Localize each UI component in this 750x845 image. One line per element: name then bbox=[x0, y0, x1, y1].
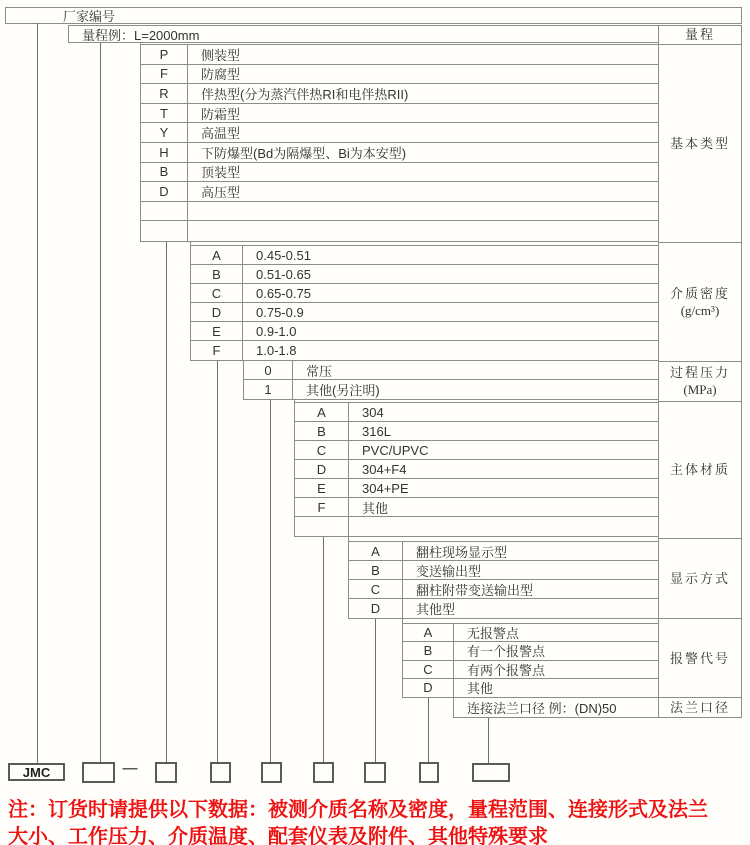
code-cell: C bbox=[403, 661, 454, 678]
desc-cell: 304+PE bbox=[362, 480, 409, 496]
code-cell bbox=[141, 221, 188, 241]
table-row bbox=[141, 45, 658, 65]
table-row bbox=[349, 599, 658, 618]
desc-cell: 有两个报警点 bbox=[467, 662, 546, 678]
table-row bbox=[141, 104, 658, 124]
connector-line-range bbox=[100, 43, 101, 763]
desc-cell: 1.0-1.8 bbox=[256, 343, 297, 358]
table-row bbox=[295, 498, 658, 517]
code-cell: F bbox=[295, 498, 349, 516]
code-cell: A bbox=[403, 624, 454, 641]
table-row bbox=[403, 661, 658, 679]
table-row bbox=[141, 163, 658, 183]
desc-cell: 其他型 bbox=[416, 602, 456, 617]
display-mode-table bbox=[348, 541, 658, 619]
table-row bbox=[191, 303, 658, 322]
connector-line-factory bbox=[37, 23, 38, 763]
code-cell: D bbox=[403, 679, 454, 697]
label-cell-process-pressure: 过程压力 (MPa) bbox=[659, 361, 741, 401]
table-row bbox=[191, 341, 658, 360]
desc-cell: 下防爆型(Bd为隔爆型、Bi为本安型) bbox=[201, 145, 407, 161]
table-joint-line bbox=[348, 536, 349, 542]
table-row bbox=[141, 65, 658, 85]
table-row bbox=[403, 624, 658, 642]
order-note bbox=[8, 797, 748, 845]
desc-cell: 防腐型 bbox=[201, 67, 241, 83]
code-cell: 1 bbox=[244, 380, 293, 399]
code-cell: F bbox=[191, 341, 243, 360]
table-row bbox=[349, 580, 658, 599]
desc-cell: 316L bbox=[362, 423, 391, 439]
desc-cell: 0.45-0.51 bbox=[256, 247, 311, 263]
table-row bbox=[295, 441, 658, 460]
code-cell: E bbox=[295, 479, 349, 497]
code-cell: H bbox=[141, 143, 188, 162]
connector-line-pressure bbox=[270, 400, 271, 763]
table-row bbox=[244, 380, 658, 399]
table-row bbox=[295, 460, 658, 479]
table-joint-line bbox=[190, 242, 191, 246]
desc-cell: 高温型 bbox=[201, 126, 241, 142]
desc-cell: 304 bbox=[362, 404, 384, 420]
desc-cell: 有一个报警点 bbox=[467, 644, 546, 660]
factory-code-label: 厂家编号 bbox=[63, 9, 116, 24]
connector-line-basic-type bbox=[166, 242, 167, 763]
table-row bbox=[244, 361, 658, 380]
model-code-box-density bbox=[210, 762, 231, 783]
factory-code-row bbox=[5, 7, 742, 24]
connector-line-alarm bbox=[428, 698, 429, 763]
label-cell-alarm-code: 报警代号 bbox=[659, 618, 741, 697]
label-cell-flange-size: 法兰口径 bbox=[659, 697, 741, 717]
label-cell-medium-density: 介质密度 (g/cm³) bbox=[659, 242, 741, 361]
table-row bbox=[191, 265, 658, 284]
code-cell: A bbox=[295, 403, 349, 421]
model-code-box-display bbox=[364, 762, 386, 783]
code-cell: D bbox=[349, 599, 403, 618]
table-row bbox=[403, 679, 658, 697]
table-joint-line bbox=[402, 618, 403, 624]
code-cell: B bbox=[403, 642, 454, 659]
desc-cell: 其他 bbox=[467, 681, 494, 697]
label-cell-body-material: 主体材质 bbox=[659, 401, 741, 538]
table-row bbox=[141, 143, 658, 163]
table-row bbox=[349, 561, 658, 580]
connector-line-flange bbox=[488, 718, 489, 763]
range-example-label: 量程例：L=2000mm bbox=[82, 27, 200, 43]
flange-size-row bbox=[453, 698, 658, 718]
code-cell: B bbox=[349, 561, 403, 579]
model-prefix-box: JMC bbox=[8, 763, 65, 781]
desc-cell bbox=[349, 517, 658, 536]
desc-cell: 伴热型(分为蒸汽伴热RI和电伴热RII) bbox=[201, 86, 409, 102]
table-row bbox=[403, 642, 658, 660]
desc-cell: 顶装型 bbox=[201, 165, 241, 181]
table-row bbox=[141, 84, 658, 104]
code-cell: B bbox=[141, 163, 188, 182]
code-cell: C bbox=[295, 441, 349, 459]
code-cell: A bbox=[191, 246, 243, 264]
table-joint-line bbox=[140, 42, 141, 46]
model-code-box-pressure bbox=[261, 762, 282, 783]
desc-cell: PVC/UPVC bbox=[362, 442, 429, 458]
code-cell: B bbox=[191, 265, 243, 283]
table-row bbox=[295, 517, 658, 536]
table-row bbox=[295, 403, 658, 422]
medium-density-table bbox=[190, 245, 658, 361]
desc-cell: 侧装型 bbox=[201, 47, 241, 63]
category-label-column bbox=[658, 25, 742, 718]
desc-cell: 翻柱附带变送输出型 bbox=[416, 582, 534, 598]
desc-cell: 常压 bbox=[306, 363, 333, 379]
code-cell: D bbox=[141, 182, 188, 201]
table-row bbox=[295, 479, 658, 498]
basic-type-table bbox=[140, 44, 658, 242]
code-cell: 0 bbox=[244, 361, 293, 379]
desc-cell: 0.51-0.65 bbox=[256, 266, 311, 282]
desc-cell: 304+F4 bbox=[362, 461, 407, 477]
desc-cell bbox=[188, 202, 658, 221]
desc-cell bbox=[188, 221, 658, 241]
alarm-code-table bbox=[402, 623, 658, 698]
table-row bbox=[191, 322, 658, 341]
range-example-row bbox=[68, 25, 658, 43]
code-cell: R bbox=[141, 84, 188, 103]
process-pressure-table bbox=[243, 361, 658, 400]
code-cell: A bbox=[349, 542, 403, 560]
model-code-box-alarm bbox=[419, 762, 439, 783]
model-code-box-basic bbox=[155, 762, 177, 783]
table-row bbox=[141, 202, 658, 222]
label-cell-display-mode: 显示方式 bbox=[659, 538, 741, 619]
code-cell: D bbox=[191, 303, 243, 321]
code-cell: Y bbox=[141, 123, 188, 142]
body-material-table bbox=[294, 402, 658, 537]
flange-size-text: 连接法兰口径 例：(DN)50 bbox=[467, 701, 617, 716]
desc-cell: 0.65-0.75 bbox=[256, 285, 311, 301]
code-cell bbox=[295, 517, 349, 536]
connector-line-material bbox=[323, 537, 324, 763]
table-row bbox=[141, 182, 658, 202]
desc-cell: 翻柱现场显示型 bbox=[416, 544, 508, 560]
model-separator: — bbox=[122, 760, 138, 777]
desc-cell: 高压型 bbox=[201, 184, 241, 200]
code-cell: B bbox=[295, 422, 349, 440]
order-note-line-2: 大小、工作压力、介质温度、配套仪表及附件、其他特殊要求 bbox=[8, 826, 548, 845]
code-cell: F bbox=[141, 65, 188, 84]
table-row bbox=[191, 284, 658, 303]
connector-line-density bbox=[217, 361, 218, 763]
code-cell: D bbox=[295, 460, 349, 478]
table-row bbox=[141, 221, 658, 241]
desc-cell: 0.9-1.0 bbox=[256, 323, 297, 339]
code-cell: T bbox=[141, 104, 188, 123]
desc-cell: 其他 bbox=[362, 500, 389, 516]
model-code-box-material bbox=[313, 762, 334, 783]
label-cell-basic-type: 基本类型 bbox=[659, 44, 741, 242]
desc-cell: 0.75-0.9 bbox=[256, 304, 304, 320]
code-cell: P bbox=[141, 45, 188, 64]
code-cell: E bbox=[191, 322, 243, 340]
model-code-box-flange bbox=[472, 763, 510, 782]
table-joint-line bbox=[294, 400, 295, 403]
label-cell-range: 量程 bbox=[684, 27, 715, 43]
table-row bbox=[295, 422, 658, 441]
desc-cell: 防霜型 bbox=[201, 106, 241, 122]
code-cell: C bbox=[349, 580, 403, 598]
code-cell: C bbox=[191, 284, 243, 302]
table-row bbox=[141, 123, 658, 143]
table-row bbox=[191, 246, 658, 265]
order-note-line-1: 注：订货时请提供以下数据：被测介质名称及密度，量程范围、连接形式及法兰 bbox=[8, 799, 708, 821]
connector-line-display bbox=[375, 619, 376, 763]
desc-cell: 其他(另注明) bbox=[306, 383, 380, 398]
desc-cell: 变送输出型 bbox=[416, 563, 482, 579]
desc-cell: 无报警点 bbox=[467, 626, 520, 642]
model-code-box-range bbox=[82, 762, 115, 783]
code-cell bbox=[141, 202, 188, 221]
table-row bbox=[349, 542, 658, 561]
